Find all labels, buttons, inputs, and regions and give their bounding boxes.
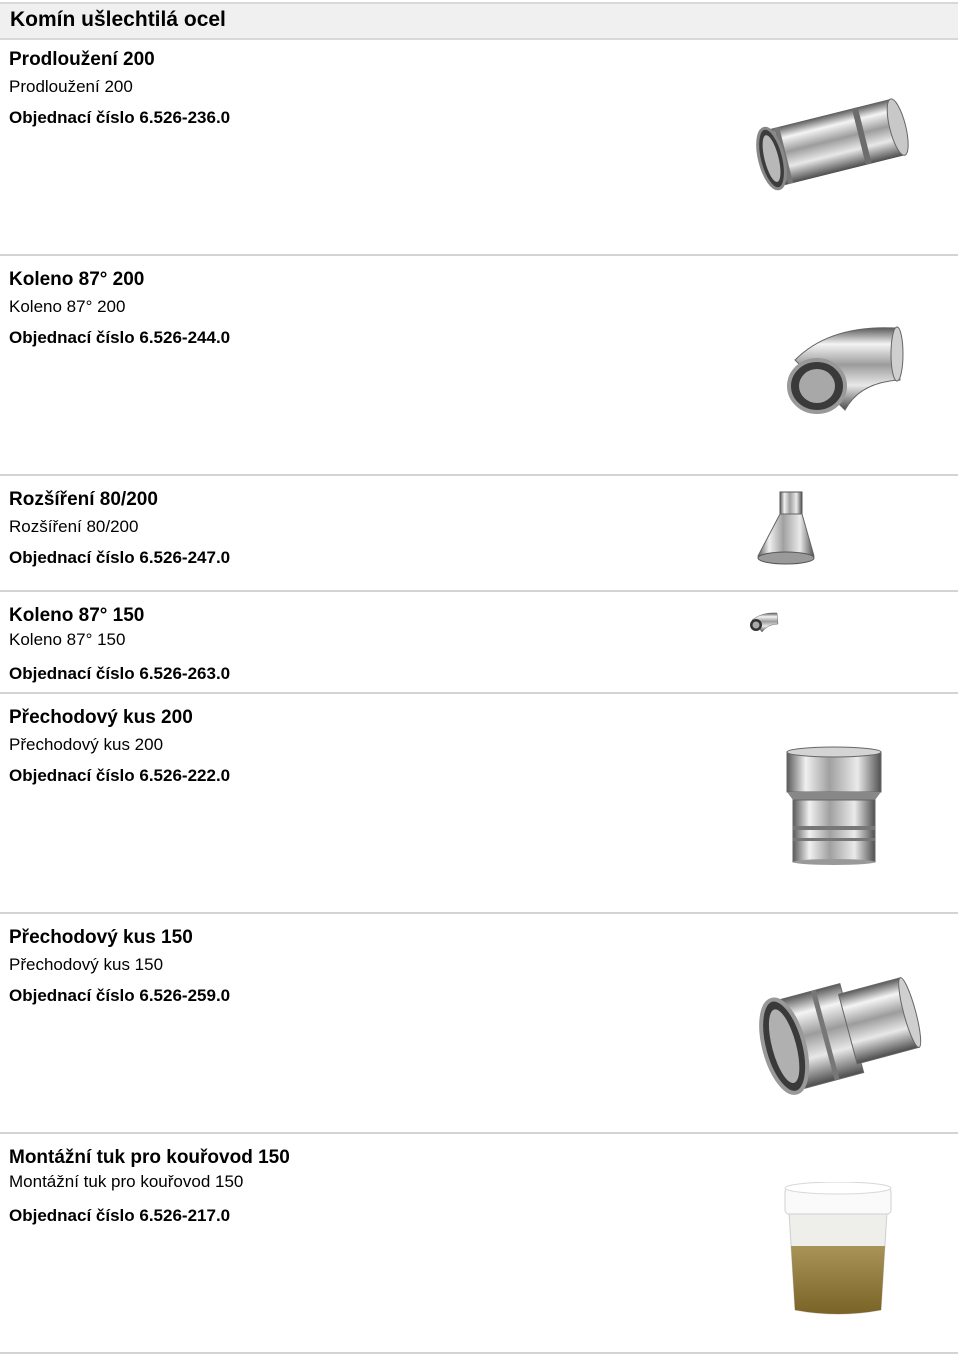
grease-jar-image <box>783 1182 893 1318</box>
product-description: Přechodový kus 150 <box>9 955 164 974</box>
product-description: Přechodový kus 200 <box>9 735 164 754</box>
product-name: Koleno 87° 150 <box>9 605 145 626</box>
section-title: Komín ušlechtilá ocel <box>10 8 226 31</box>
product-name: Koleno 87° 200 <box>9 269 145 290</box>
adapter-image <box>785 746 885 866</box>
order-number: Objednací číslo 6.526-244.0 <box>9 328 231 347</box>
product-item <box>0 260 958 474</box>
product-item <box>0 918 958 1132</box>
product-item <box>0 40 958 254</box>
order-number: Objednací číslo 6.526-236.0 <box>9 108 231 127</box>
product-description: Rozšíření 80/200 <box>9 517 139 536</box>
order-number: Objednací číslo 6.526-222.0 <box>9 766 231 785</box>
divider <box>0 590 958 592</box>
order-number: Objednací číslo 6.526-217.0 <box>9 1206 231 1225</box>
order-number: Objednací číslo 6.526-247.0 <box>9 548 231 567</box>
product-name: Rozšíření 80/200 <box>9 489 158 510</box>
product-item <box>0 698 958 912</box>
product-item <box>0 596 958 692</box>
reducer-cone-image <box>752 490 818 570</box>
divider <box>0 692 958 694</box>
product-description: Koleno 87° 200 <box>9 297 126 316</box>
product-description: Prodloužení 200 <box>9 77 133 96</box>
product-description: Koleno 87° 150 <box>9 630 126 649</box>
product-name: Prodloužení 200 <box>9 49 155 70</box>
elbow-image <box>775 320 905 420</box>
product-name: Přechodový kus 150 <box>9 927 193 948</box>
straight-pipe-image <box>750 85 910 205</box>
small-elbow-image <box>748 610 780 634</box>
product-name: Přechodový kus 200 <box>9 707 193 728</box>
divider <box>0 1132 958 1134</box>
section-header <box>0 2 958 40</box>
divider <box>0 254 958 256</box>
product-description: Montážní tuk pro kouřovod 150 <box>9 1172 244 1191</box>
divider <box>0 912 958 914</box>
product-name: Montážní tuk pro kouřovod 150 <box>9 1147 290 1168</box>
order-number: Objednací číslo 6.526-263.0 <box>9 664 231 683</box>
divider <box>0 474 958 476</box>
order-number: Objednací číslo 6.526-259.0 <box>9 986 231 1005</box>
product-item <box>0 1138 958 1352</box>
product-item <box>0 480 958 590</box>
adapter-angled-image <box>752 956 922 1106</box>
divider <box>0 1352 958 1354</box>
